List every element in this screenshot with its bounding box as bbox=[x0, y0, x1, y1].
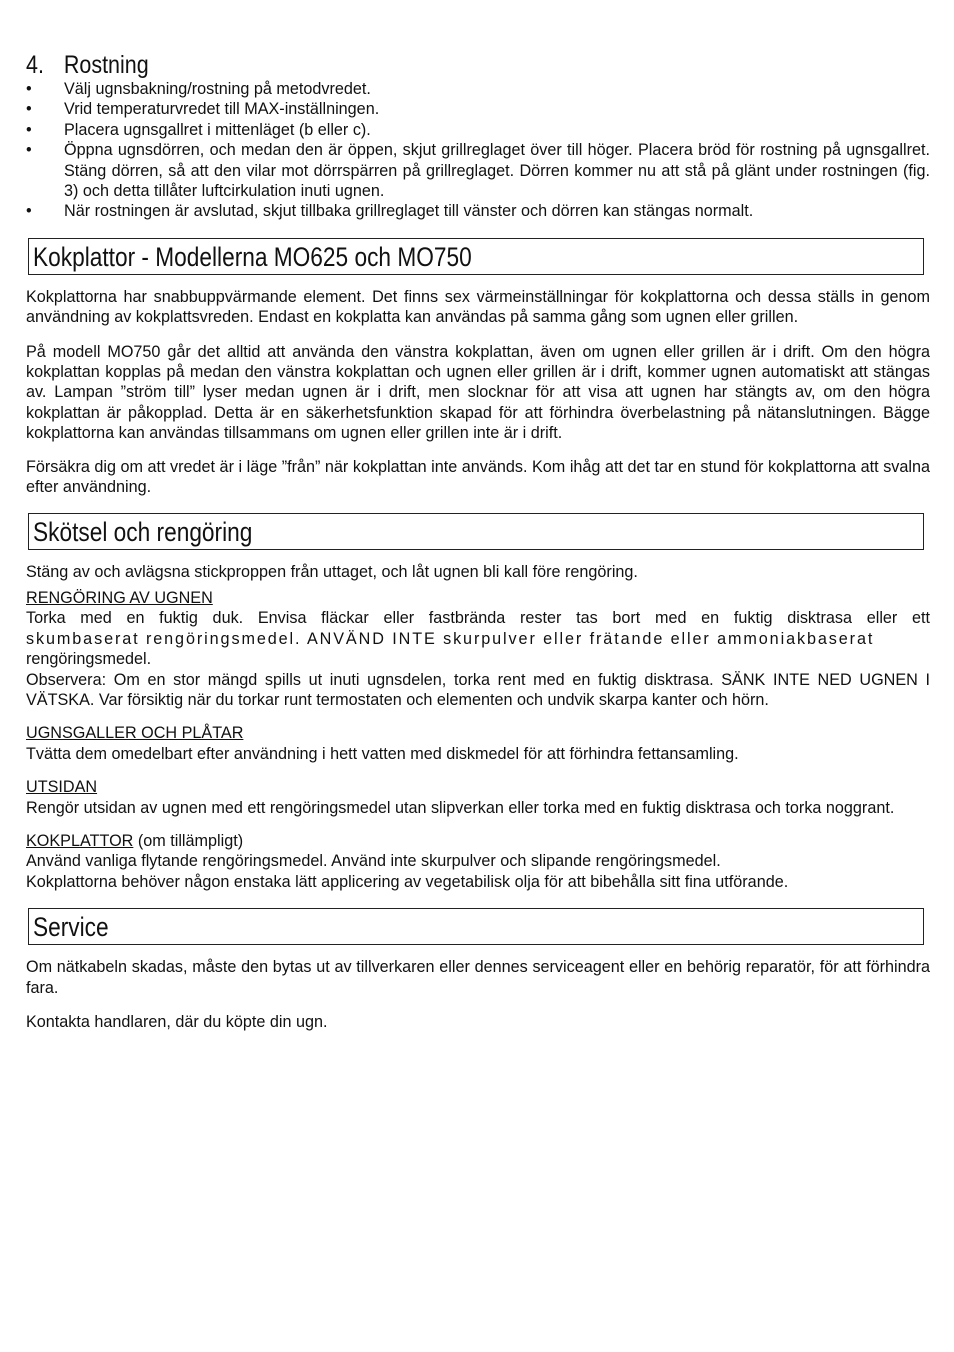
section-title-rostning bbox=[26, 50, 803, 80]
subsection-title-suffix: (om tillämpligt) bbox=[133, 831, 244, 850]
bullet-icon: • bbox=[26, 202, 32, 221]
heading-skotsel: Skötsel och rengöring bbox=[33, 516, 253, 547]
paragraph-utsidan: Rengör utsidan av ugnen med ett rengöringsmedel utan slipverkan eller torka med en fuktig disktrasa och torka noggrant. bbox=[26, 798, 895, 817]
subsection-title: UGNSGALLER OCH PLÅTAR bbox=[26, 724, 244, 743]
text-line: Använd vanliga flytande rengöringsmedel. Använd inte skurpulver och slipande rengöringsmedel. bbox=[26, 852, 721, 871]
paragraph-service-2: Kontakta handlaren, där du köpte din ugn. bbox=[26, 1013, 328, 1031]
list-item: • När rostningen är avslutad, skjut tillbaka grillreglaget till vänster och dörren kan stängas normalt. bbox=[26, 202, 754, 221]
text-line: skumbaserat rengöringsmedel. ANVÄND INTE skurpulver eller frätande eller ammoniakbaserat bbox=[26, 629, 875, 648]
paragraph-galler: Tvätta dem omedelbart efter användning i hett vatten med diskmedel för att förhindra fettansamling. bbox=[26, 744, 739, 763]
heading-box-kokplattor bbox=[28, 238, 924, 275]
subsection-title: UTSIDAN bbox=[26, 778, 98, 797]
list-item: • Placera ugnsgallret i mittenläget (b eller c). bbox=[26, 120, 371, 139]
list-item: • Vrid temperaturvredet till MAX-inställningen. bbox=[26, 100, 380, 119]
paragraph-kokplattor-3: Försäkra dig om att vredet är i läge ”från” när kokplattan inte används. Kom ihåg att det tar en stund för kokplattorna att svalna efter användning. bbox=[26, 457, 930, 497]
rostning-steps bbox=[26, 79, 930, 222]
paragraph-kokplattor-1: Kokplattorna har snabbuppvärmande element. Det finns sex värmeinställningar för kokplattorna och dessa ställs in genom användning av kokplattsvreden. Endast en kokplatta kan användas på samma gång som ugnen eller grillen. bbox=[26, 287, 930, 327]
text-line: Torka med en fuktig duk. Envisa fläckar eller fastbrända rester tas bort med en fuktig disktrasa eller ett bbox=[26, 609, 930, 628]
heading-kokplattor: Kokplattor - Modellerna MO625 och MO750 bbox=[33, 241, 472, 272]
subsection-ugnsgaller bbox=[26, 723, 930, 764]
heading-box-skotsel bbox=[28, 513, 924, 550]
list-item: • Välj ugnsbakning/rostning på metodvredet. bbox=[26, 80, 371, 98]
heading-box-service bbox=[28, 908, 924, 945]
subsection-utsidan bbox=[26, 777, 930, 818]
paragraph-kokplattor-2: På modell MO750 går det alltid att använda den vänstra kokplattan, även om ugnen eller grillen är i drift. Om den högra kokplattan kopplas på medan den vänstra kokplattan och ugnen eller grillen är i drift, kommer ugnen automatiskt att stängas av. Lampan ”ström till” lyser medan ugnen är i drift, men slocknar för att visa att ugnen har stängts av, om den högra kokplattan är påkopplad. Detta är en säkerhetsfunktion skapad för att förhindra överbelastning på nätanslutningen. Bägge kokplattorna kan användas tillsammans om ugnen eller grillen inte är i drift. bbox=[26, 342, 930, 443]
paragraph-observera: Observera: Om en stor mängd spills ut inuti ugnsdelen, torka rent med en fuktig disktrasa. SÄNK INTE NED UGNEN I VÄTSKA. Var försiktig när du torkar runt termostaten och elementen och undvik skarpa kanter och hörn. bbox=[26, 670, 930, 709]
subsection-rengoring-av-ugnen bbox=[26, 588, 930, 710]
paragraph-skotsel-intro: Stäng av och avlägsna stickproppen från uttaget, och låt ugnen bli kall före rengöring. bbox=[26, 562, 638, 581]
subsection-title-row bbox=[26, 831, 930, 851]
bullet-icon: • bbox=[26, 100, 32, 119]
section-number: 4. bbox=[26, 51, 44, 79]
subsection-title: KOKPLATTOR bbox=[26, 831, 134, 850]
paragraph-service-1: Om nätkabeln skadas, måste den bytas ut av tillverkaren eller dennes serviceagent eller en behörig reparatör, för att förhindra fara. bbox=[26, 958, 930, 997]
text-line: rengöringsmedel. bbox=[26, 650, 152, 669]
subsection-kokplattor bbox=[26, 831, 930, 892]
text-line: Kokplattorna behöver någon enstaka lätt applicering av vegetabilisk olja för att bibehålla sitt fina utförande. bbox=[26, 872, 789, 891]
section-title-text: Rostning bbox=[63, 51, 149, 79]
bullet-icon: • bbox=[26, 120, 32, 139]
list-item: • Öppna ugnsdörren, och medan den är öppen, skjut grillreglaget över till höger. Placera bröd för rostning på ugnsgallret. Stäng dörren, så att den vilar mot dörrspärren på grillreglaget. Dörren kommer nu att stå på glänt under rostningen (fig. 3) och detta tillåter luftcirkulation inuti ugnen. bbox=[26, 141, 930, 201]
bullet-icon: • bbox=[26, 141, 32, 160]
bullet-icon: • bbox=[26, 80, 32, 98]
heading-service: Service bbox=[33, 912, 109, 943]
manual-page bbox=[26, 50, 930, 1032]
subsection-title: RENGÖRING AV UGNEN bbox=[26, 588, 213, 607]
